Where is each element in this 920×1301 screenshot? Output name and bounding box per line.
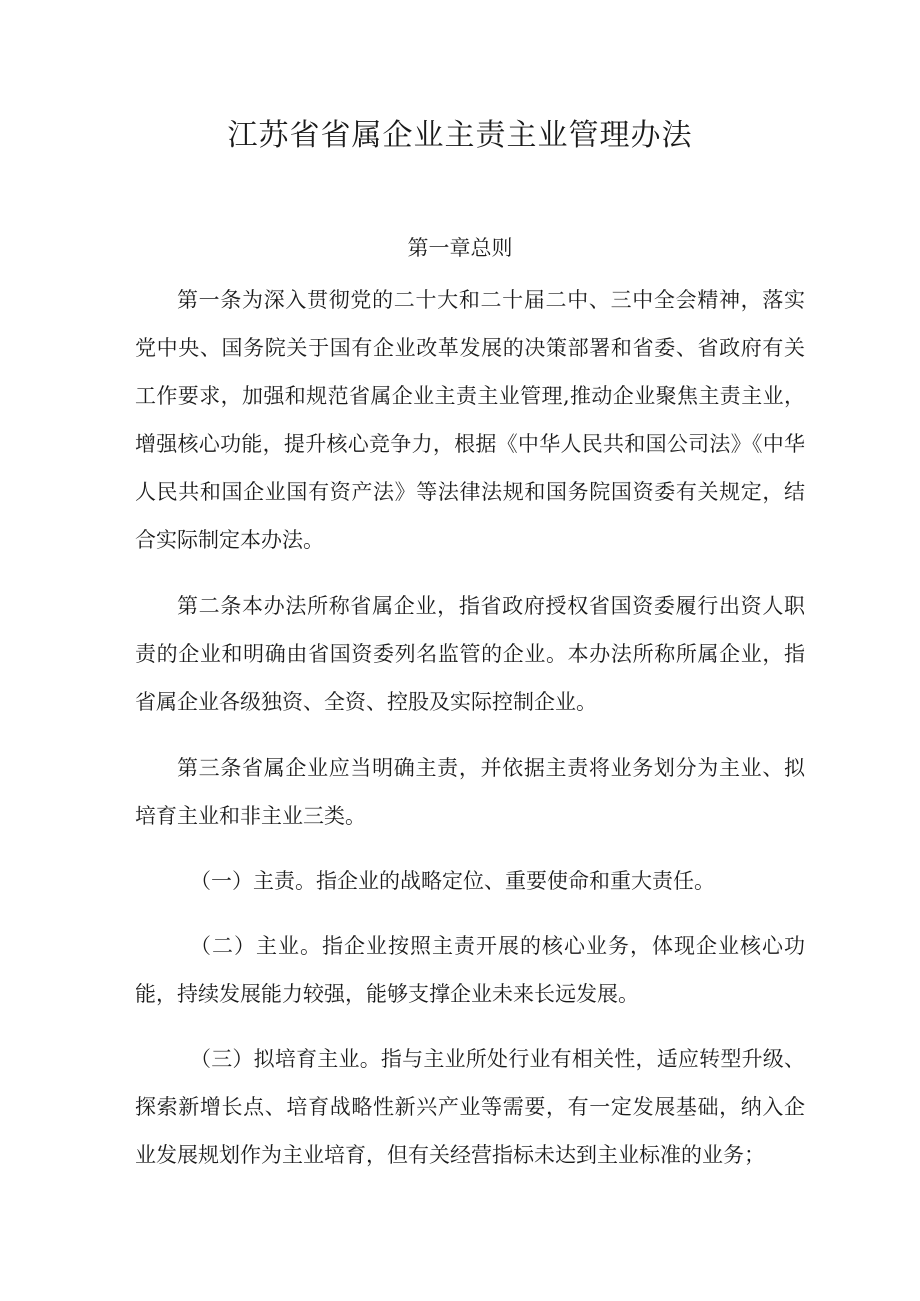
paragraph-item-1: （一）主责。指企业的战略定位、重要使命和重大责任。 <box>190 869 715 893</box>
paragraph-article-2: 第二条本办法所称省属企业，指省政府授权省国资委履行出资人职责的企业和明确由省国资委列名监管的企业。本办法所称所属企业，指省属企业各级独资、全资、控股及实际控制企业。 <box>135 594 805 714</box>
paragraph-item-3: （三）拟培育主业。指与主业所处行业有相关性，适应转型升级、探索新增长点、培育战略性新兴产业等需要，有一定发展基础，纳入企业发展规划作为主业培育，但有关经营指标未达到主业标准的业务； <box>135 1047 805 1167</box>
paragraph-article-1: 第一条为深入贯彻党的二十大和二十届二中、三中全会精神，落实党中央、国务院关于国有企业改革发展的决策部署和省委、省政府有关工作要求，加强和规范省属企业主责主业管理,推动企业聚焦主责主业，增强核心功能，提升核心竞争力，根据《中华人民共和国公司法》《中华人民共和国企业国有资产法》等法律法规和国务院国资委有关规定，结合实际制定本办法。 <box>135 288 805 552</box>
paragraph-article-3: 第三条省属企业应当明确主责，并依据主责将业务划分为主业、拟培育主业和非主业三类。 <box>135 756 805 828</box>
document-title: 江苏省省属企业主责主业管理办法 <box>227 118 693 153</box>
paragraph-item-2: （二）主业。指企业按照主责开展的核心业务，体现企业核心功能，持续发展能力较强，能够支撑企业未来长远发展。 <box>135 934 805 1006</box>
chapter-heading: 第一章总则 <box>407 236 513 260</box>
